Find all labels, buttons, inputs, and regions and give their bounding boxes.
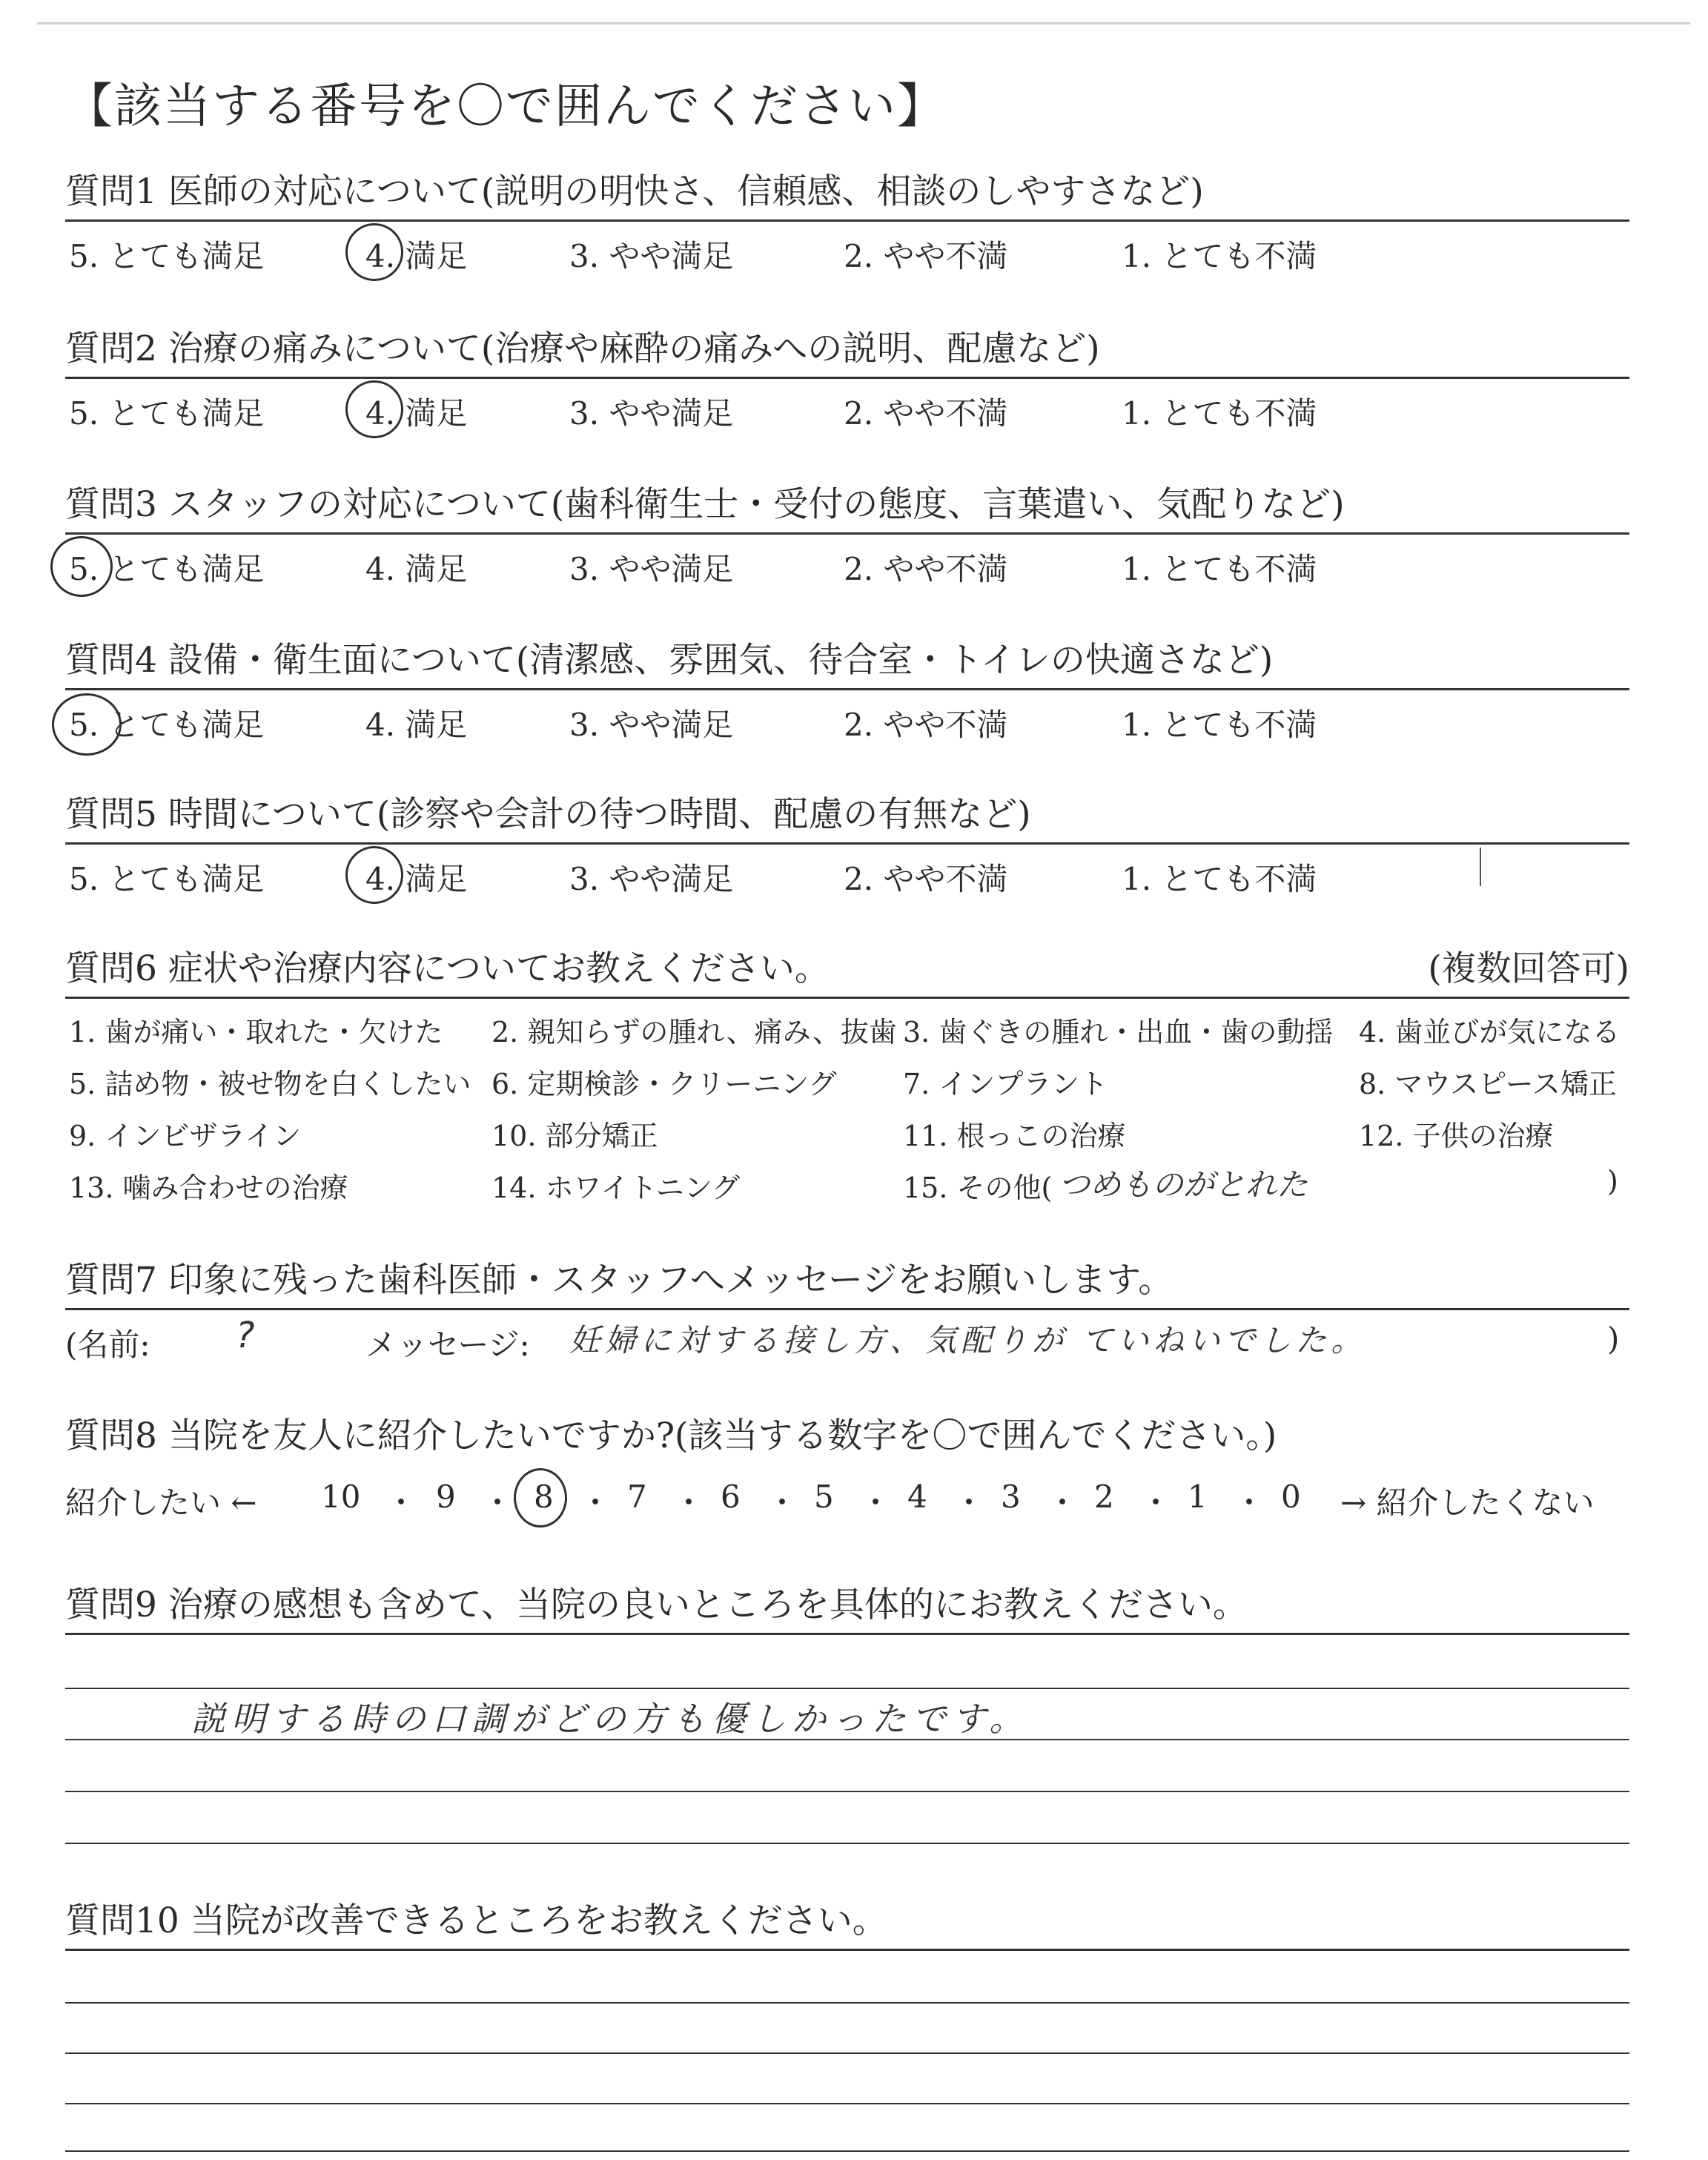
message-close-paren: )	[1607, 1321, 1620, 1357]
scale-8[interactable]: 8	[534, 1479, 554, 1515]
option-2[interactable]: 2. やや不満	[844, 551, 1008, 587]
symptom-13[interactable]: 13. 噛み合わせの治療	[69, 1172, 348, 1204]
pen-mark	[1480, 848, 1481, 886]
answer-line	[65, 1739, 1629, 1740]
option-1[interactable]: 1. とても不満	[1122, 861, 1317, 897]
option-3[interactable]: 3. やや満足	[569, 238, 734, 274]
symptom-3[interactable]: 3. 歯ぐきの腫れ・出血・歯の動揺	[903, 1016, 1334, 1048]
selection-circle	[52, 693, 122, 756]
question-1-title: 質問1 医師の対応について(説明の明快さ、信頼感、相談のしやすさなど)	[65, 169, 1629, 222]
option-4[interactable]: 4. 満足	[365, 861, 468, 897]
question-9	[65, 1582, 1629, 1635]
option-4[interactable]: 4. 満足	[365, 707, 468, 743]
question-7	[65, 1258, 1629, 1377]
scale-10[interactable]: 10	[321, 1479, 361, 1515]
symptom-6[interactable]: 6. 定期検診・クリーニング	[491, 1068, 837, 1100]
answer-line	[65, 1791, 1629, 1792]
option-3[interactable]: 3. やや満足	[569, 551, 734, 587]
scale-1[interactable]: 1	[1188, 1479, 1208, 1515]
question-10	[65, 1898, 1629, 1951]
question-4-options	[65, 690, 1629, 750]
question-4	[65, 638, 1629, 750]
question-8	[65, 1413, 1629, 1538]
symptom-12[interactable]: 12. 子供の治療	[1359, 1120, 1554, 1152]
name-label: (名前:	[65, 1327, 150, 1363]
answer-line	[65, 1843, 1629, 1844]
option-5[interactable]: 5. とても満足	[69, 395, 265, 432]
question-4-title: 質問4 設備・衛生面について(清潔感、雰囲気、待合室・トイレの快適さなど)	[65, 638, 1629, 690]
symptom-5[interactable]: 5. 詰め物・被せ物を白くしたい	[69, 1068, 471, 1100]
question-8-title: 質問8 当院を友人に紹介したいですか?(該当する数字を〇で囲んでください。)	[65, 1416, 1277, 1456]
symptom-8[interactable]: 8. マウスピース矯正	[1359, 1068, 1617, 1100]
option-5[interactable]: 5. とても満足	[69, 861, 265, 897]
option-5[interactable]: 5. とても満足	[69, 707, 265, 743]
symptom-options	[65, 999, 1629, 1221]
question-6	[65, 946, 1629, 1221]
question-3-title: 質問3 スタッフの対応について(歯科衛生士・受付の態度、言葉遣い、気配りなど)	[65, 482, 1629, 535]
scale-5[interactable]: 5	[814, 1479, 834, 1515]
question-10-title: 質問10 当院が改善できるところをお教えください。	[65, 1898, 1629, 1951]
question-9-title: 質問9 治療の感想も含めて、当院の良いところを具体的にお教えください。	[65, 1582, 1629, 1635]
question-3	[65, 482, 1629, 594]
option-2[interactable]: 2. やや不満	[844, 861, 1008, 897]
answer-line	[65, 1688, 1629, 1689]
message-answer[interactable]: 妊婦に対する接し方、気配りが ていねいでした。	[569, 1322, 1367, 1358]
scale-7[interactable]: 7	[627, 1479, 647, 1515]
option-4[interactable]: 4. 満足	[365, 395, 468, 432]
symptom-1[interactable]: 1. 歯が痛い・取れた・欠けた	[69, 1016, 443, 1048]
symptom-4[interactable]: 4. 歯並びが気になる	[1359, 1016, 1621, 1048]
name-answer[interactable]: ?	[236, 1315, 255, 1356]
scale-4[interactable]: 4	[907, 1479, 927, 1515]
answer-line	[65, 2103, 1629, 2104]
option-3[interactable]: 3. やや満足	[569, 861, 734, 897]
selection-circle	[345, 223, 403, 281]
other-close-paren: )	[1607, 1165, 1618, 1198]
scale-3[interactable]: 3	[1001, 1479, 1021, 1515]
scale-right-label: → 紹介したくない	[1340, 1484, 1595, 1521]
option-3[interactable]: 3. やや満足	[569, 395, 734, 432]
selection-circle	[514, 1468, 567, 1527]
question-5	[65, 792, 1629, 904]
symptom-14[interactable]: 14. ホワイトニング	[491, 1172, 741, 1204]
answer-line	[65, 2052, 1629, 2054]
q9-answer-handwriting[interactable]: 説明する時の口調がどの方も優しかったです。	[191, 1699, 1030, 1739]
option-1[interactable]: 1. とても不満	[1122, 395, 1317, 432]
answer-line	[65, 2150, 1629, 2152]
page-title: 【該当する番号を〇で囲んでください】	[65, 79, 946, 134]
answer-line	[65, 2002, 1629, 2004]
question-6-title: 質問6 症状や治療内容についてお教えください。	[65, 946, 1629, 999]
question-2	[65, 326, 1629, 438]
option-4[interactable]: 4. 満足	[365, 238, 468, 274]
message-row	[65, 1310, 1629, 1377]
option-2[interactable]: 2. やや不満	[844, 395, 1008, 432]
question-1	[65, 169, 1629, 281]
option-1[interactable]: 1. とても不満	[1122, 707, 1317, 743]
option-4[interactable]: 4. 満足	[365, 551, 468, 587]
symptom-2[interactable]: 2. 親知らずの腫れ、痛み、抜歯	[491, 1016, 897, 1048]
scale-6[interactable]: 6	[721, 1479, 741, 1515]
top-border	[37, 22, 1690, 24]
option-5[interactable]: 5. とても満足	[69, 551, 265, 587]
symptom-10[interactable]: 10. 部分矯正	[491, 1120, 658, 1152]
scale-9[interactable]: 9	[436, 1479, 456, 1515]
scale-left-label: 紹介したい ←	[65, 1484, 257, 1521]
scale-0[interactable]: 0	[1281, 1479, 1301, 1515]
message-label: メッセージ:	[365, 1327, 530, 1363]
question-2-options	[65, 379, 1629, 438]
option-5[interactable]: 5. とても満足	[69, 238, 265, 274]
symptom-9[interactable]: 9. インビザライン	[69, 1120, 302, 1152]
question-1-options	[65, 222, 1629, 281]
question-5-options	[65, 845, 1629, 904]
recommend-scale: 紹介したい ← 10 ・ 9 ・ 8 ・ 7 ・ 6 ・ 5 ・ 4 ・ 3 ・ 2 ・ 1 ・ 0 → 紹介したくない	[65, 1464, 1629, 1538]
option-1[interactable]: 1. とても不満	[1122, 238, 1317, 274]
option-1[interactable]: 1. とても不満	[1122, 551, 1317, 587]
question-2-title: 質問2 治療の痛みについて(治療や麻酔の痛みへの説明、配慮など)	[65, 326, 1629, 379]
symptom-15-other[interactable]: 15. その他(	[903, 1172, 1053, 1204]
selection-circle	[345, 380, 403, 438]
other-answer-handwriting[interactable]: つめものがとれた	[1059, 1166, 1308, 1203]
selection-circle	[50, 536, 113, 597]
question-3-options	[65, 535, 1629, 594]
option-2[interactable]: 2. やや不満	[844, 707, 1008, 743]
symptom-7[interactable]: 7. インプラント	[903, 1068, 1108, 1100]
symptom-11[interactable]: 11. 根っこの治療	[903, 1120, 1126, 1152]
option-2[interactable]: 2. やや不満	[844, 238, 1008, 274]
question-7-title: 質問7 印象に残った歯科医師・スタッフへメッセージをお願いします。	[65, 1258, 1629, 1310]
question-5-title: 質問5 時間について(診察や会計の待つ時間、配慮の有無など)	[65, 792, 1629, 845]
multiple-answers-note: (複数回答可)	[1428, 948, 1629, 989]
scale-2[interactable]: 2	[1094, 1479, 1114, 1515]
selection-circle	[345, 846, 403, 904]
option-3[interactable]: 3. やや満足	[569, 707, 734, 743]
